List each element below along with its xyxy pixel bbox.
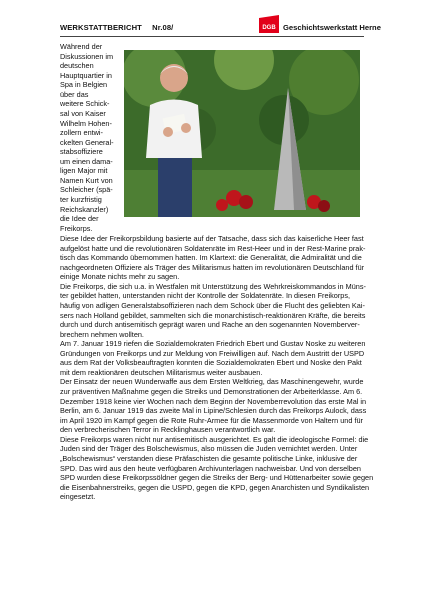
logo-text: DGB	[262, 25, 276, 31]
series-title: WERKSTATTBERICHT	[60, 23, 142, 32]
article-body	[60, 234, 376, 502]
intro-wrap-text: Während der Diskussionen im deutschen Hauptquartier in Spa in Belgien über das weitere Schick- sal von Kaiser Wilhelm Hohen- zollern entwi- ckelten General- stabsoffiziere um einen dama- ligen Major mit Namen Kurt von Schleicher (spä- ter kurzfristig Reichskanzler) die Idee der Freikorps.	[60, 42, 114, 233]
paragraph: Der Einsatz der neuen Wunderwaffe aus dem Ersten Weltkrieg, das Maschinengewehr, wurde zur präventiven Maßnahme gegen die Streiks und Demonstrationen der Arbeiterklasse. Am 6. Dezember 1918 keine vier Wochen nach dem Beginn der Novemberrevolution das erste Mal in Berlin, am 6. Januar 1919 das zweite Mal in Lipine/Schlesien durch das Freikorps Aulock, dass im April 1920 im Kampf gegen die Rote Ruhr-Armee für die Massenmorde von Haltern und für den verbrecherischen Terror in Recklinghausen verantwortlich war.	[60, 377, 367, 435]
organization-name: Geschichtswerkstatt Herne	[283, 23, 381, 32]
page-header	[0, 0, 424, 40]
paragraph: Diese Idee der Freikorpsbildung basierte auf der Tatsache, dass sich das kaiserliche Heer fast aufgelöst hatte und die revolutionären Soldatenräte im Rest-Heer und in der Rest-Marine prak- tisch das Kommando übernommen hatten. Im Klartext: die Generalität, die Admiralität und die nachgeordneten Offiziere als Träger des Militarismus hatten im revolutionären Deutschland für einige Monate nichts mehr zu sagen.	[60, 234, 366, 282]
event-photo	[124, 50, 360, 217]
issue-number: Nr.08/	[152, 23, 174, 32]
dgb-logo-icon	[259, 15, 279, 33]
photo-illustration	[124, 50, 360, 217]
header-rule	[60, 36, 364, 37]
paragraph: Diese Freikorps waren nicht nur antisemitisch ausgerichtet. Es galt die ideologische Formel: die Juden sind der Träger des Bolschewismus, also müssen die Juden vernichtet werden. Unter „Bolschewismus“ verstanden diese Präfaschisten die gesamte politische Linke, inklusive der SPD. Das wird aus den heute verfügbaren Archivunterlagen nachweisbar. Und von derselben SPD wurden diese Freikorpssöldner gegen die Streiks der Berg- und Hüttenarbeiter sowie gegen die Eisenbahnerstreiks, gegen die USPD, gegen die KPD, gegen Anarchisten und Syndikalisten eingesetzt.	[60, 434, 374, 502]
paragraph: Am 7. Januar 1919 riefen die Sozialdemokraten Friedrich Ebert und Gustav Noske zu weiteren Gründungen von Freikorps und zur Meldung von Freiwilligen auf. Nach dem Austritt der USPD aus dem Rat der Volksbeauftragten konnten die Sozialdemokraten Ebert und Noske den Pakt mit dem reaktionären deutschen Militarismus weiter ausbauen.	[60, 339, 366, 377]
paragraph: Die Freikorps, die sich u.a. in Westfalen mit Unterstützung des Wehrkreiskommandos in Müns- ter gebildet hatten, unterstanden nicht der Kontrolle der Soldatenräte. In diesen Freikorps, häufig von adligen Generalstabsoffizieren nach dem Schock über die Flucht des geliebten Kai- sers nach Holland gebildet, sammelten sich die monarchistisch-reaktionären Kräfte, die bereits durch und durch antisemitisch geprägt waren und Rache an den sogenannten Novemberver- brechern nehmen wollten.	[60, 281, 366, 339]
header-left	[60, 23, 173, 32]
